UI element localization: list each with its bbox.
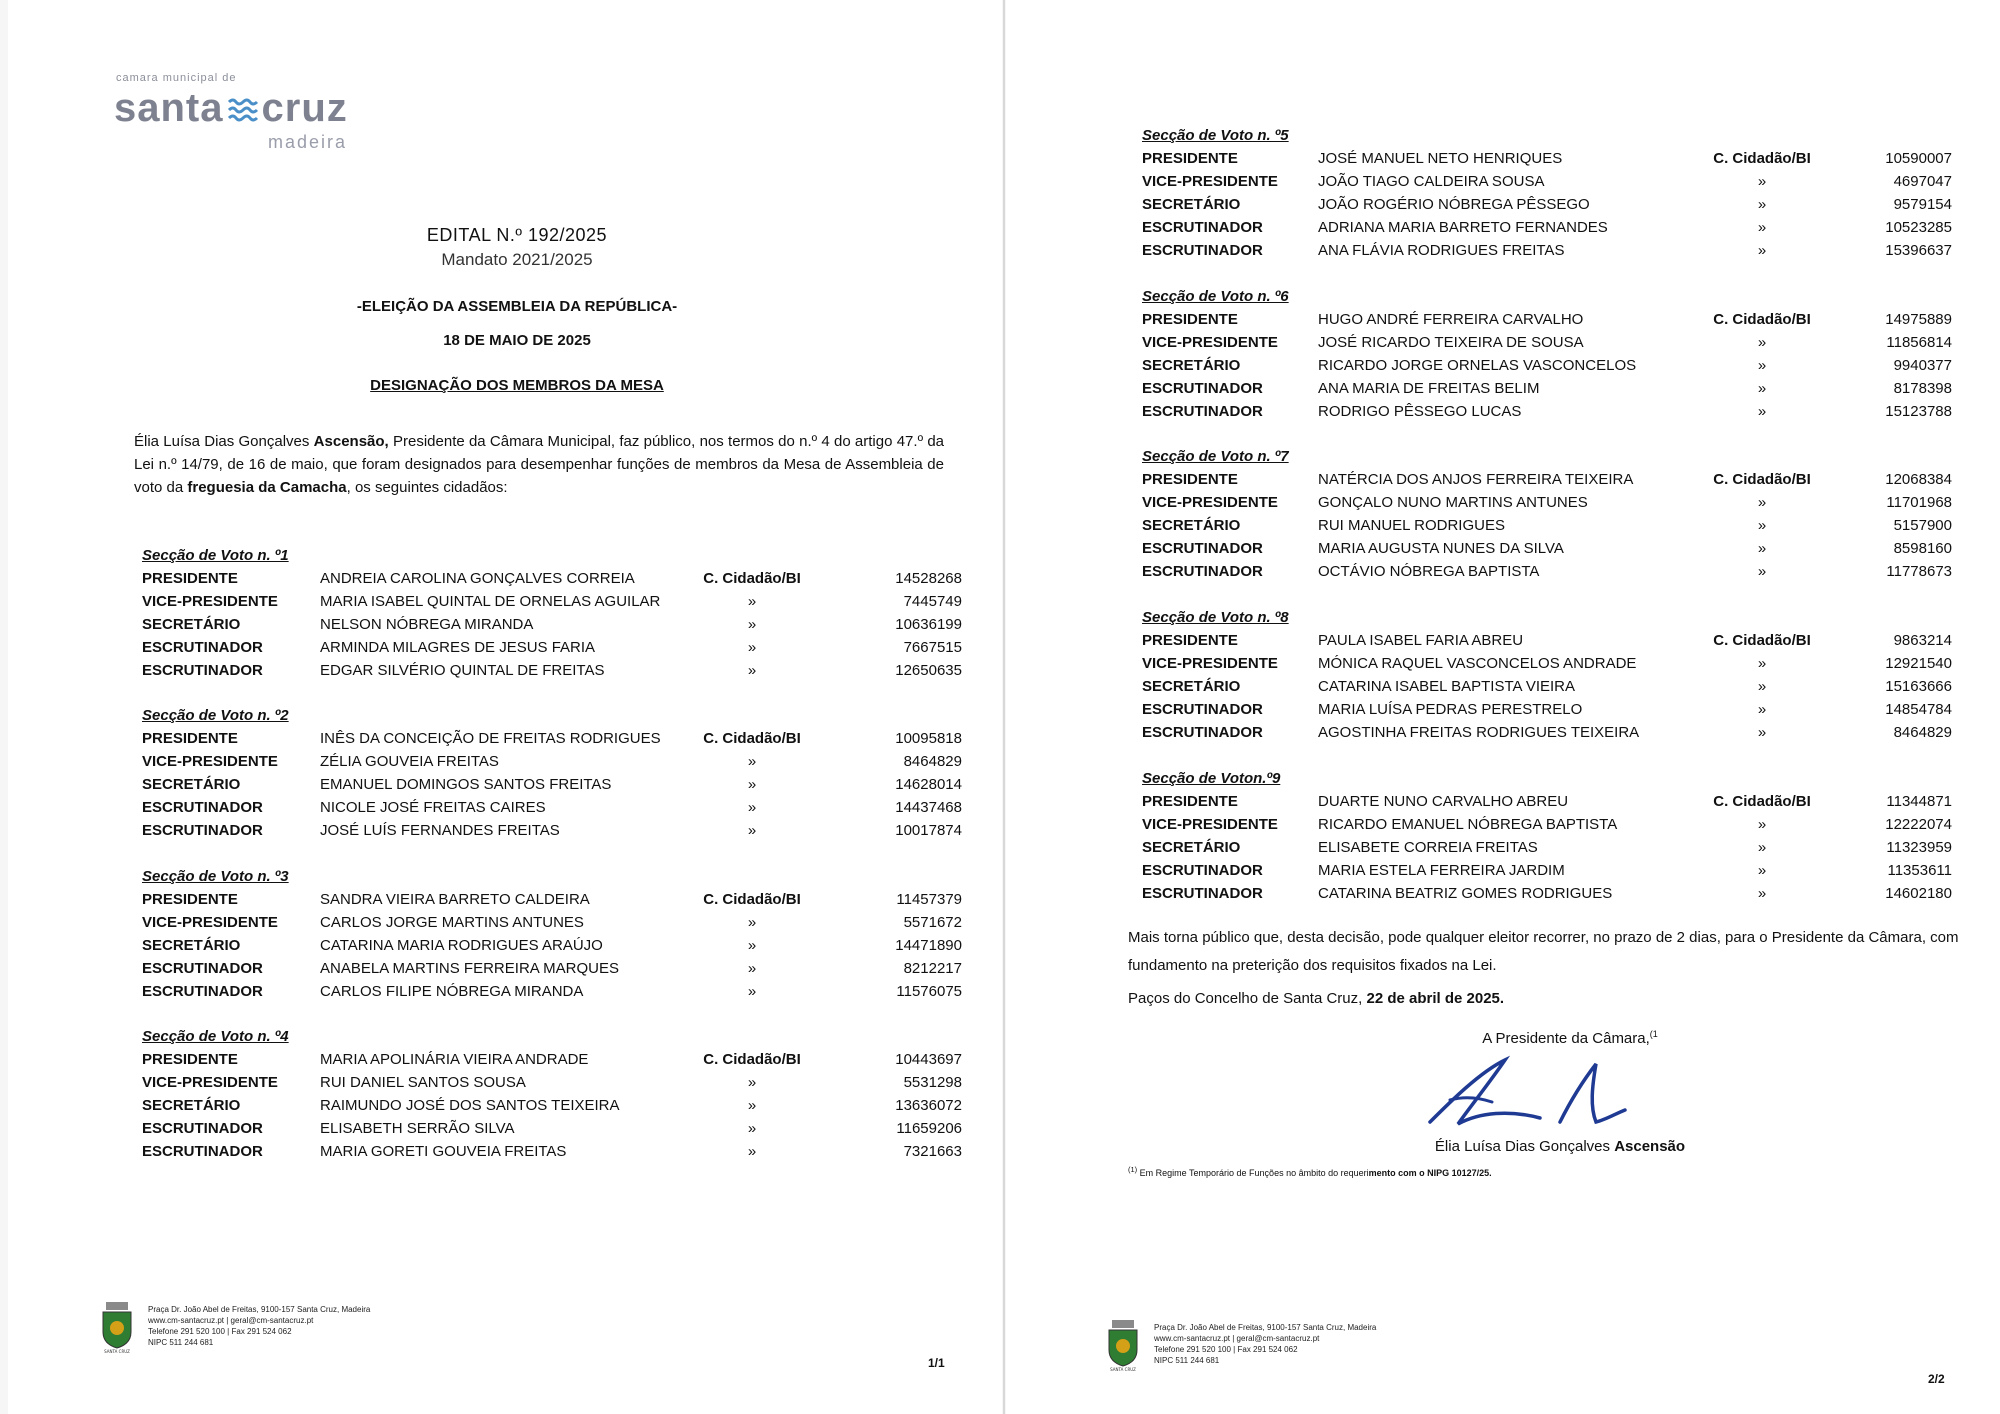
logo-waves-icon <box>227 96 259 124</box>
member-name: JOSÉ LUÍS FERNANDES FREITAS <box>320 822 560 839</box>
member-name: MARIA AUGUSTA NUNES DA SILVA <box>1318 540 1564 557</box>
id-number: 8178398 <box>1893 380 1952 397</box>
election-title: -ELEIÇÃO DA ASSEMBLEIA DA REPÚBLICA- <box>356 298 678 315</box>
ditto-mark: » <box>747 616 757 633</box>
id-number: 10523285 <box>1885 219 1952 236</box>
member-row <box>1142 400 1952 423</box>
ditto-mark: » <box>747 1120 757 1137</box>
footer-web: www.cm-santacruz.pt | geral@cm-santacruz.pt <box>148 1316 314 1325</box>
ditto-mark: » <box>747 593 757 610</box>
member-role: ESCRUTINADOR <box>142 960 263 977</box>
member-name: ADRIANA MARIA BARRETO FERNANDES <box>1318 219 1608 236</box>
member-name: PAULA ISABEL FARIA ABREU <box>1318 632 1524 649</box>
member-name: ELISABETH SERRÃO SILVA <box>320 1120 515 1137</box>
footer-web: www.cm-santacruz.pt | geral@cm-santacruz.pt <box>1154 1334 1320 1343</box>
id-number: 10636199 <box>895 616 962 633</box>
member-role: ESCRUTINADOR <box>1142 563 1263 580</box>
footer-phone: Telefone 291 520 100 | Fax 291 524 062 <box>148 1327 292 1336</box>
member-row <box>142 1117 962 1140</box>
member-row <box>1142 170 1952 193</box>
member-name: ANDREIA CAROLINA GONÇALVES CORREIA <box>320 570 635 587</box>
footer-address: Praça Dr. João Abel de Freitas, 9100-157 Santa Cruz, Madeira <box>1154 1323 1377 1332</box>
member-row <box>1142 377 1952 400</box>
member-row <box>142 980 962 1003</box>
footer-page-1 <box>98 1300 518 1360</box>
member-name: EDGAR SILVÉRIO QUINTAL DE FREITAS <box>320 662 605 679</box>
member-role: ESCRUTINADOR <box>1142 885 1263 902</box>
member-role: ESCRUTINADOR <box>1142 219 1263 236</box>
id-number: 14975889 <box>1885 311 1952 328</box>
member-name: ELISABETE CORREIA FREITAS <box>1318 839 1538 856</box>
section-title: Secção de Voto n. º5 <box>1142 127 1289 144</box>
id-number: 14602180 <box>1885 885 1952 902</box>
member-name: GONÇALO NUNO MARTINS ANTUNES <box>1318 494 1588 511</box>
id-number: 13636072 <box>895 1097 962 1114</box>
id-number: 15163666 <box>1885 678 1952 695</box>
ditto-mark: » <box>1757 334 1767 351</box>
member-row <box>1142 813 1952 836</box>
id-number: 10443697 <box>895 1051 962 1068</box>
member-row <box>1142 216 1952 239</box>
signature-footnote-ref: (1 <box>1649 1029 1658 1039</box>
member-name: CATARINA BEATRIZ GOMES RODRIGUES <box>1318 885 1613 902</box>
footer-contact <box>148 1304 370 1348</box>
id-number: 14528268 <box>895 570 962 587</box>
member-role: SECRETÁRIO <box>142 616 241 633</box>
member-row <box>1142 675 1952 698</box>
member-role: PRESIDENTE <box>142 1051 238 1068</box>
member-role: SECRETÁRIO <box>1142 357 1241 374</box>
signing-date: 22 de abril de 2025. <box>1366 990 1505 1007</box>
ditto-mark: » <box>1757 724 1767 741</box>
member-row <box>1142 193 1952 216</box>
member-name: MARIA ESTELA FERREIRA JARDIM <box>1318 862 1565 879</box>
ditto-mark: » <box>747 937 757 954</box>
ditto-mark: » <box>1757 517 1767 534</box>
id-number: 5157900 <box>1893 517 1952 534</box>
doc-type-label: C. Cidadão/BI <box>1713 632 1811 649</box>
member-row <box>142 773 962 796</box>
section-title: Secção de Voto n. º2 <box>142 707 289 724</box>
ditto-mark: » <box>1757 380 1767 397</box>
member-role: ESCRUTINADOR <box>142 1120 263 1137</box>
mandate: Mandato 2021/2025 <box>441 250 593 269</box>
voting-section-7 <box>1142 446 1952 583</box>
section-title: Secção de Voto n. º8 <box>1142 609 1289 626</box>
intro-name: Élia Luísa Dias Gonçalves <box>134 433 314 450</box>
id-number: 14471890 <box>895 937 962 954</box>
member-name: JOÃO ROGÉRIO NÓBREGA PÊSSEGO <box>1318 196 1590 213</box>
member-name: CATARINA ISABEL BAPTISTA VIEIRA <box>1318 678 1576 695</box>
member-name: RICARDO JORGE ORNELAS VASCONCELOS <box>1318 357 1637 374</box>
member-role: VICE-PRESIDENTE <box>142 914 278 931</box>
footnote-text-bold: mento com o NIPG 10127/25. <box>1368 1168 1492 1178</box>
ditto-mark: » <box>1757 403 1767 420</box>
ditto-mark: » <box>1757 701 1767 718</box>
ditto-mark: » <box>1757 839 1767 856</box>
id-number: 7321663 <box>903 1143 962 1160</box>
section-title: Secção de Voto n. º6 <box>1142 288 1289 305</box>
id-number: 8464829 <box>903 753 962 770</box>
member-row <box>1142 514 1952 537</box>
voting-section-6 <box>1142 286 1952 423</box>
member-role: ESCRUTINADOR <box>1142 403 1263 420</box>
member-name: NELSON NÓBREGA MIRANDA <box>320 616 534 633</box>
voting-section-3 <box>142 866 962 1003</box>
member-row <box>142 750 962 773</box>
member-row <box>1142 721 1952 744</box>
voting-section-9 <box>1142 768 1952 905</box>
id-number: 11659206 <box>896 1120 962 1137</box>
member-name: ZÉLIA GOUVEIA FREITAS <box>320 753 499 770</box>
member-row <box>1142 882 1952 905</box>
ditto-mark: » <box>747 799 757 816</box>
signature-mark <box>1410 1052 1640 1136</box>
id-number: 11353611 <box>1887 862 1952 879</box>
section-title: Secção de Voto n. º3 <box>142 868 289 885</box>
intro-name-bold: Ascensão, <box>313 433 389 450</box>
id-number: 11323959 <box>1886 839 1952 856</box>
id-number: 15123788 <box>1885 403 1952 420</box>
id-number: 9579154 <box>1893 196 1952 213</box>
intro-text-2: , os seguintes cidadãos: <box>346 479 508 496</box>
logo-main-text <box>114 86 348 131</box>
member-role: ESCRUTINADOR <box>142 1143 263 1160</box>
member-name: ANA FLÁVIA RODRIGUES FREITAS <box>1318 242 1565 259</box>
member-role: ESCRUTINADOR <box>142 799 263 816</box>
logo-word-santa: santa <box>114 86 224 130</box>
member-name: NICOLE JOSÉ FREITAS CAIRES <box>320 799 546 816</box>
place-text: Paços do Concelho de Santa Cruz, <box>1128 990 1367 1007</box>
member-row <box>142 659 962 682</box>
member-row <box>1142 147 1952 170</box>
page-divider <box>1003 0 1005 1414</box>
id-number: 14437468 <box>895 799 962 816</box>
id-number: 7667515 <box>903 639 962 656</box>
voting-section-4 <box>142 1026 962 1163</box>
ditto-mark: » <box>1757 494 1767 511</box>
voting-section-8 <box>1142 607 1952 744</box>
footnote-mark: (1) <box>1128 1165 1138 1174</box>
id-number: 11457379 <box>896 891 962 908</box>
footnote-text: Em Regime Temporário de Funções no âmbito do requeri <box>1137 1168 1369 1178</box>
member-role: ESCRUTINADOR <box>142 983 263 1000</box>
id-number: 14628014 <box>895 776 962 793</box>
member-name: MARIA GORETI GOUVEIA FREITAS <box>320 1143 567 1160</box>
id-number: 5571672 <box>903 914 962 931</box>
id-number: 12650635 <box>895 662 962 679</box>
logo-word-cruz: cruz <box>261 86 348 130</box>
ditto-mark: » <box>1757 242 1767 259</box>
footer-address: Praça Dr. João Abel de Freitas, 9100-157 Santa Cruz, Madeira <box>148 1305 371 1314</box>
member-name: RODRIGO PÊSSEGO LUCAS <box>1318 403 1522 420</box>
member-role: PRESIDENTE <box>142 570 238 587</box>
logo-region: madeira <box>268 132 348 152</box>
member-name: RUI DANIEL SANTOS SOUSA <box>320 1074 526 1091</box>
member-name: EMANUEL DOMINGOS SANTOS FREITAS <box>320 776 612 793</box>
voting-section-2 <box>142 705 962 842</box>
member-name: AGOSTINHA FREITAS RODRIGUES TEIXEIRA <box>1318 724 1640 741</box>
member-row <box>1142 468 1952 491</box>
member-row <box>1142 836 1952 859</box>
member-row <box>142 1071 962 1094</box>
member-role: ESCRUTINADOR <box>1142 380 1263 397</box>
doc-type-label: C. Cidadão/BI <box>703 1051 801 1068</box>
crest-label: SANTA CRUZ <box>1110 1367 1136 1372</box>
member-row <box>142 727 962 750</box>
member-role: VICE-PRESIDENTE <box>1142 334 1278 351</box>
member-role: VICE-PRESIDENTE <box>1142 655 1278 672</box>
id-number: 11344871 <box>1886 793 1952 810</box>
id-number: 12068384 <box>1885 471 1952 488</box>
member-row <box>1142 308 1952 331</box>
id-number: 9940377 <box>1893 357 1952 374</box>
member-row <box>142 613 962 636</box>
member-row <box>1142 491 1952 514</box>
member-role: ESCRUTINADOR <box>142 822 263 839</box>
appeal-paragraph: Mais torna público que, desta decisão, pode qualquer eleitor recorrer, no prazo de 2 dias, para o Presidente da Câmara, com fundamento na preterição dos requisitos fixados na Lei. <box>1128 929 1959 974</box>
crest-icon <box>98 1300 136 1354</box>
ditto-mark: » <box>747 1097 757 1114</box>
member-row <box>142 1048 962 1071</box>
member-role: ESCRUTINADOR <box>1142 724 1263 741</box>
id-number: 11778673 <box>1886 563 1952 580</box>
member-row <box>1142 790 1952 813</box>
ditto-mark: » <box>1757 885 1767 902</box>
id-number: 11576075 <box>896 983 962 1000</box>
member-role: SECRETÁRIO <box>142 776 241 793</box>
intro-paragraph <box>134 430 944 499</box>
member-row <box>1142 239 1952 262</box>
member-role: PRESIDENTE <box>142 891 238 908</box>
member-role: ESCRUTINADOR <box>1142 701 1263 718</box>
ditto-mark: » <box>1757 862 1767 879</box>
section-title: Secção de Voton.º9 <box>1142 770 1281 787</box>
crest-label: SANTA CRUZ <box>104 1349 130 1354</box>
ditto-mark: » <box>1757 196 1767 213</box>
member-role: ESCRUTINADOR <box>1142 540 1263 557</box>
doc-type-label: C. Cidadão/BI <box>1713 311 1811 328</box>
footnote <box>1128 1165 1828 1178</box>
doc-type-label: C. Cidadão/BI <box>1713 150 1811 167</box>
ditto-mark: » <box>1757 173 1767 190</box>
member-name: RUI MANUEL RODRIGUES <box>1318 517 1505 534</box>
footer-nipc: NIPC 511 244 681 <box>1154 1356 1220 1365</box>
member-name: JOÃO TIAGO CALDEIRA SOUSA <box>1318 173 1545 190</box>
id-number: 11701968 <box>1886 494 1952 511</box>
member-role: SECRETÁRIO <box>1142 517 1241 534</box>
doc-type-label: C. Cidadão/BI <box>703 570 801 587</box>
member-name: ANA MARIA DE FREITAS BELIM <box>1318 380 1540 397</box>
id-number: 8598160 <box>1893 540 1952 557</box>
member-role: VICE-PRESIDENTE <box>1142 494 1278 511</box>
id-number: 4697047 <box>1893 173 1952 190</box>
ditto-mark: » <box>747 1074 757 1091</box>
member-name: MARIA LUÍSA PEDRAS PERESTRELO <box>1318 701 1583 718</box>
ditto-mark: » <box>747 983 757 1000</box>
member-row <box>142 1094 962 1117</box>
crest-icon <box>1104 1318 1142 1372</box>
footer-page-2 <box>1104 1318 1524 1378</box>
member-role: PRESIDENTE <box>1142 311 1238 328</box>
member-row <box>142 957 962 980</box>
doc-type-label: C. Cidadão/BI <box>1713 793 1811 810</box>
member-role: ESCRUTINADOR <box>1142 242 1263 259</box>
member-role: SECRETÁRIO <box>1142 196 1241 213</box>
id-number: 10095818 <box>895 730 962 747</box>
member-row <box>1142 331 1952 354</box>
id-number: 12222074 <box>1885 816 1952 833</box>
ditto-mark: » <box>1757 816 1767 833</box>
member-row <box>142 590 962 613</box>
member-role: PRESIDENTE <box>1142 471 1238 488</box>
member-row <box>1142 537 1952 560</box>
id-number: 10017874 <box>895 822 962 839</box>
id-number: 8212217 <box>903 960 962 977</box>
member-row <box>142 796 962 819</box>
signatory-name-text: Élia Luísa Dias Gonçalves <box>1434 1138 1615 1155</box>
member-role: PRESIDENTE <box>1142 150 1238 167</box>
ditto-mark: » <box>1757 655 1767 672</box>
page-number-2: 2/2 <box>1928 1372 1945 1386</box>
footer-phone: Telefone 291 520 100 | Fax 291 524 062 <box>1154 1345 1298 1354</box>
section-title: Secção de Voto n. º7 <box>1142 448 1289 465</box>
member-name: MARIA APOLINÁRIA VIEIRA ANDRADE <box>320 1051 589 1068</box>
member-row <box>142 567 962 590</box>
ditto-mark: » <box>747 960 757 977</box>
member-row <box>142 934 962 957</box>
id-number: 8464829 <box>1893 724 1952 741</box>
member-name: SANDRA VIEIRA BARRETO CALDEIRA <box>320 891 590 908</box>
member-row <box>142 911 962 934</box>
member-role: PRESIDENTE <box>1142 632 1238 649</box>
page-number-1: 1/1 <box>928 1356 945 1370</box>
ditto-mark: » <box>1757 563 1767 580</box>
member-row <box>142 1140 962 1163</box>
ditto-mark: » <box>747 753 757 770</box>
member-role: SECRETÁRIO <box>142 1097 241 1114</box>
member-row <box>142 888 962 911</box>
id-number: 15396637 <box>1885 242 1952 259</box>
ditto-mark: » <box>1757 219 1767 236</box>
signature-title-text: A Presidente da Câmara, <box>1482 1030 1650 1047</box>
member-row <box>1142 354 1952 377</box>
voting-section-1 <box>142 545 962 682</box>
member-role: SECRETÁRIO <box>1142 839 1241 856</box>
member-name: RAIMUNDO JOSÉ DOS SANTOS TEIXEIRA <box>320 1097 620 1114</box>
member-role: VICE-PRESIDENTE <box>142 753 278 770</box>
id-number: 5531298 <box>903 1074 962 1091</box>
member-name: CATARINA MARIA RODRIGUES ARAÚJO <box>320 937 603 954</box>
ditto-mark: » <box>747 662 757 679</box>
intro-text-1: Presidente da Câmara Municipal, faz público, nos termos do n.º 4 do artigo 47.º da Lei n.º 14/79, de 16 de maio, que foram designados para desempenhar funções de membros da Mesa de Assembleia de voto da <box>134 433 944 496</box>
section-title: Secção de Voto n. º4 <box>142 1028 289 1045</box>
ditto-mark: » <box>747 1143 757 1160</box>
member-name: ANABELA MARTINS FERREIRA MARQUES <box>320 960 619 977</box>
signature-title <box>1420 1029 1720 1047</box>
signatory-surname: Ascensão <box>1614 1138 1686 1155</box>
member-role: VICE-PRESIDENTE <box>1142 173 1278 190</box>
footer-contact <box>1154 1322 1376 1366</box>
election-date: 18 DE MAIO DE 2025 <box>443 332 591 349</box>
id-number: 11856814 <box>1886 334 1952 351</box>
member-name: CARLOS FILIPE NÓBREGA MIRANDA <box>320 983 584 1000</box>
member-role: VICE-PRESIDENTE <box>142 1074 278 1091</box>
id-number: 7445749 <box>903 593 962 610</box>
member-role: PRESIDENTE <box>142 730 238 747</box>
member-row <box>142 636 962 659</box>
signatory-name <box>1380 1138 1740 1155</box>
section-title: Secção de Voto n. º1 <box>142 547 289 564</box>
member-name: CARLOS JORGE MARTINS ANTUNES <box>320 914 584 931</box>
member-row <box>1142 652 1952 675</box>
logo-small-text: camara municipal de <box>116 72 237 84</box>
member-name: MÓNICA RAQUEL VASCONCELOS ANDRADE <box>1318 655 1637 672</box>
ditto-mark: » <box>747 914 757 931</box>
municipal-logo <box>108 72 368 156</box>
member-name: MARIA ISABEL QUINTAL DE ORNELAS AGUILAR <box>320 593 661 610</box>
member-name: JOSÉ RICARDO TEIXEIRA DE SOUSA <box>1318 334 1584 351</box>
member-name: JOSÉ MANUEL NETO HENRIQUES <box>1318 150 1563 167</box>
doc-type-label: C. Cidadão/BI <box>703 730 801 747</box>
member-row <box>1142 698 1952 721</box>
ditto-mark: » <box>1757 678 1767 695</box>
footer-nipc: NIPC 511 244 681 <box>148 1338 214 1347</box>
member-row <box>1142 629 1952 652</box>
ditto-mark: » <box>1757 540 1767 557</box>
ditto-mark: » <box>747 776 757 793</box>
member-role: VICE-PRESIDENTE <box>1142 816 1278 833</box>
ditto-mark: » <box>747 822 757 839</box>
member-role: SECRETÁRIO <box>1142 678 1241 695</box>
id-number: 12921540 <box>1885 655 1952 672</box>
ditto-mark: » <box>747 639 757 656</box>
edital-number: EDITAL N.º 192/2025 <box>426 225 608 245</box>
member-row <box>142 819 962 842</box>
id-number: 14854784 <box>1885 701 1952 718</box>
member-role: ESCRUTINADOR <box>1142 862 1263 879</box>
id-number: 9863214 <box>1893 632 1952 649</box>
member-name: ARMINDA MILAGRES DE JESUS FARIA <box>320 639 596 656</box>
id-number: 10590007 <box>1885 150 1952 167</box>
member-role: PRESIDENTE <box>1142 793 1238 810</box>
place-date <box>1128 990 1968 1007</box>
member-name: HUGO ANDRÉ FERREIRA CARVALHO <box>1318 311 1584 328</box>
ditto-mark: » <box>1757 357 1767 374</box>
member-role: ESCRUTINADOR <box>142 639 263 656</box>
member-name: NATÉRCIA DOS ANJOS FERREIRA TEIXEIRA <box>1318 471 1634 488</box>
doc-type-label: C. Cidadão/BI <box>703 891 801 908</box>
member-role: SECRETÁRIO <box>142 937 241 954</box>
designation-heading: DESIGNAÇÃO DOS MEMBROS DA MESA <box>370 377 664 394</box>
member-role: ESCRUTINADOR <box>142 662 263 679</box>
voting-section-5 <box>1142 125 1952 262</box>
member-name: INÊS DA CONCEIÇÃO DE FREITAS RODRIGUES <box>320 730 661 747</box>
doc-type-label: C. Cidadão/BI <box>1713 471 1811 488</box>
member-row <box>1142 859 1952 882</box>
member-row <box>1142 560 1952 583</box>
intro-parish: freguesia da Camacha <box>187 479 347 496</box>
member-name: RICARDO EMANUEL NÓBREGA BAPTISTA <box>1318 816 1618 833</box>
member-role: VICE-PRESIDENTE <box>142 593 278 610</box>
member-name: OCTÁVIO NÓBREGA BAPTISTA <box>1318 563 1540 580</box>
member-name: DUARTE NUNO CARVALHO ABREU <box>1318 793 1569 810</box>
